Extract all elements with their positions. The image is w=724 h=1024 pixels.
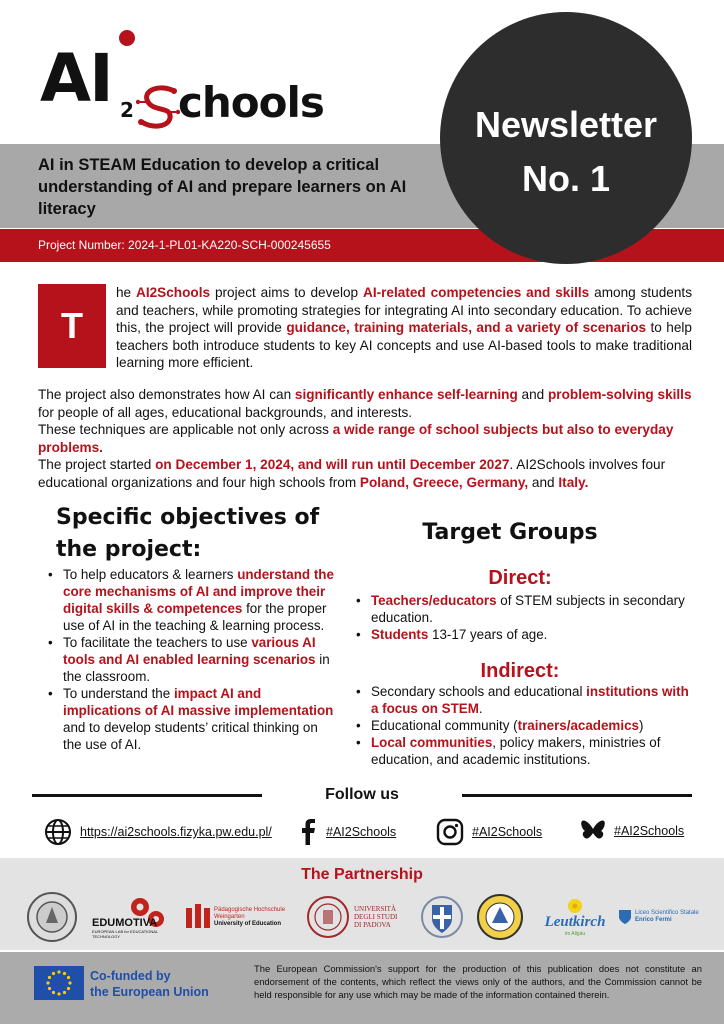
instagram-link[interactable] <box>436 818 542 846</box>
highlight-text: Teachers/educators <box>371 593 497 608</box>
logo-ai-text: AI <box>40 40 112 117</box>
padova-seal-icon <box>306 895 350 939</box>
eu-text-line-1: Co-funded by <box>90 969 171 983</box>
bluesky-link[interactable] <box>580 818 684 844</box>
project-number: Project Number: 2024-1-PL01-KA220-SCH-000245655 <box>38 238 331 252</box>
body-text <box>38 386 692 491</box>
text-run: To facilitate the teachers to use <box>63 635 252 650</box>
follow-us-label: Follow us <box>325 786 399 803</box>
text-run: Secondary schools and educational <box>371 684 587 699</box>
bluesky-handle[interactable]: #AI2Schools <box>614 824 685 838</box>
target-groups-heading: Target Groups <box>422 520 598 545</box>
direct-heading: Direct: <box>488 567 552 589</box>
highlight-text: problem-solving skills <box>548 387 692 402</box>
edumotiva-name: EDUMOTIVA <box>92 917 158 929</box>
text-run: of STEM subjects in secondary education. <box>371 593 685 625</box>
padova-line-3: DI PADOVA <box>354 921 391 929</box>
facebook-handle[interactable]: #AI2Schools <box>326 825 397 839</box>
text-run: for the proper use of AI in the teaching & learning process. <box>63 601 327 633</box>
logo-dot <box>119 30 135 46</box>
logo-two-text: 2 <box>120 98 134 122</box>
text-run: among students and teachers, while promoting strategies for integrating AI into secondary education. To achieve this, the project will provide <box>116 285 692 335</box>
list-item <box>354 683 694 717</box>
highlight-text: a wide range of school subjects but also to everyday problems. <box>38 422 674 455</box>
text-run: 13-17 years of age. <box>428 627 548 642</box>
bluesky-icon <box>580 818 606 844</box>
list-item <box>354 717 694 734</box>
indirect-list <box>354 683 694 768</box>
list-item <box>354 734 694 768</box>
text-run: he <box>116 285 137 300</box>
body-paragraph-enhance <box>38 386 692 421</box>
text-run: . <box>478 701 483 716</box>
facebook-link[interactable] <box>298 818 396 846</box>
body-paragraph-techniques <box>38 421 692 456</box>
padova-line-1: UNIVERSITÀ <box>354 905 396 913</box>
ai2schools-logo <box>40 30 340 140</box>
globe-icon <box>44 818 72 846</box>
drop-cap: T <box>38 284 106 368</box>
edumotiva-logo <box>92 892 174 942</box>
facebook-icon <box>298 818 318 846</box>
highlight-text: Italy. <box>558 474 589 490</box>
eu-disclaimer: The European Commission's support for the production of this publication does not constitute an endorsement of the contents, which reflect the views only of the authors, and the Commission cannot be held responsible for any use which may be made of the information contained therein. <box>254 963 702 1000</box>
intro-paragraph <box>116 284 692 372</box>
circuit-s-icon <box>136 82 180 130</box>
list-item <box>354 626 694 643</box>
website-link[interactable] <box>44 818 272 846</box>
indirect-heading: Indirect: <box>480 660 560 682</box>
newsletter-badge <box>440 12 692 264</box>
instagram-icon <box>436 818 464 846</box>
weingarten-mark-icon <box>186 904 210 930</box>
body-paragraph-timeline <box>38 456 692 491</box>
text-run: The project also demonstrates how AI can <box>38 387 295 402</box>
text-run: These techniques are applicable not only across <box>38 422 333 437</box>
text-run: ) <box>638 718 644 733</box>
eu-text-line-2: the European Union <box>90 985 209 999</box>
edumotiva-subtitle: EUROPEAN LAB for EDUCATIONAL TECHNOLOGY <box>92 929 159 939</box>
follow-divider-left <box>32 794 262 797</box>
highlight-text: Poland, Greece, Germany, <box>359 474 529 490</box>
highlight-text: trainers/academics <box>517 718 639 733</box>
objectives-list <box>46 566 336 753</box>
text-run: for people of all ages, educational backgrounds, and interests. <box>38 404 413 420</box>
logo-schools-text: chools <box>178 78 324 127</box>
text-run: . AI2Schools involves four educational organizations and four high schools from <box>38 457 666 490</box>
leutkirch-logo <box>540 892 610 942</box>
fermi-logo <box>618 892 704 942</box>
school-crest-icon <box>476 893 524 941</box>
website-url[interactable]: https://ai2schools.fizyka.pw.edu.pl/ <box>80 825 272 839</box>
newsletter-number: No. 1 <box>521 158 610 199</box>
text-run: The project started <box>38 457 156 472</box>
padova-logo <box>306 892 410 942</box>
fermi-line-1: Liceo Scientifico Statale <box>635 910 699 916</box>
weingarten-line-3: University of Education <box>214 920 282 927</box>
text-run: To help educators & learners <box>63 567 238 582</box>
warsaw-seal-icon <box>26 891 78 943</box>
fermi-line-2: Enrico Fermi <box>635 917 672 923</box>
highlight-text: understand the core mechanisms of AI and improve their digital skills & competences <box>63 567 334 616</box>
highlight-text: various AI tools and AI enabled learning scenarios <box>63 635 316 667</box>
newsletter-title: Newsletter <box>474 104 658 145</box>
warsaw-university-logo <box>24 892 80 942</box>
follow-divider-right <box>462 794 692 797</box>
text-run: and <box>528 474 559 490</box>
tagline: AI in STEAM Education to develop a critical understanding of AI and prepare learners on AI literacy <box>38 156 407 218</box>
text-run: , policy makers, ministries of education, and academic institutions. <box>371 735 661 767</box>
highlight-text: institutions with a focus on STEM <box>371 684 689 716</box>
weingarten-line-2: Weingarten <box>214 913 245 920</box>
partnership-title: The Partnership <box>301 866 423 883</box>
highlight-text: Local communities <box>371 735 493 750</box>
weingarten-logo <box>186 892 288 942</box>
padova-line-2: DEGLI STUDI <box>354 913 398 921</box>
text-run: To understand the <box>63 686 174 701</box>
highlight-text: impact AI and implications of AI massive implementation <box>63 686 334 718</box>
list-item <box>46 685 336 753</box>
weingarten-line-1: Pädagogische Hochschule <box>214 906 286 913</box>
list-item <box>354 592 694 626</box>
text-run: and to develop students’ critical thinking on the use of AI. <box>63 720 318 752</box>
fermi-shield-icon <box>618 909 632 925</box>
highlight-text: guidance, training materials, and a variety of scenarios <box>286 320 647 335</box>
greek-crest-icon <box>421 895 463 939</box>
text-run: and <box>517 387 548 402</box>
list-item <box>46 634 336 685</box>
list-item <box>46 566 336 634</box>
eu-flag-icon <box>34 966 84 1000</box>
leutkirch-name: Leutkirch <box>544 913 606 930</box>
highlight-text: on December 1, 2024, and will run until December 2027 <box>155 457 510 472</box>
eu-stars-icon <box>34 966 84 1000</box>
objectives-heading: Specific objectives of the project: <box>56 505 320 562</box>
direct-list <box>354 592 694 643</box>
text-run: project aims to develop <box>210 285 364 300</box>
highlight-text: AI2Schools <box>136 285 211 300</box>
highlight-text: Students <box>371 627 429 642</box>
text-run: in the classroom. <box>63 652 330 684</box>
flower-icon <box>565 898 585 914</box>
text-run: to help teachers both introduce students to key AI concepts and use AI-based tools to make traditional learning more efficient. <box>116 320 692 370</box>
highlight-text: AI-related competencies and skills <box>363 285 590 300</box>
leutkirch-subtitle: im Allgäu <box>564 930 586 937</box>
greek-school-logo <box>474 892 526 942</box>
eu-cofunded-text <box>90 968 230 1000</box>
highlight-text: significantly enhance self-learning <box>294 387 518 402</box>
text-run: Educational community ( <box>371 718 518 733</box>
greek-emblem-logo <box>418 892 466 942</box>
instagram-handle[interactable]: #AI2Schools <box>472 825 543 839</box>
